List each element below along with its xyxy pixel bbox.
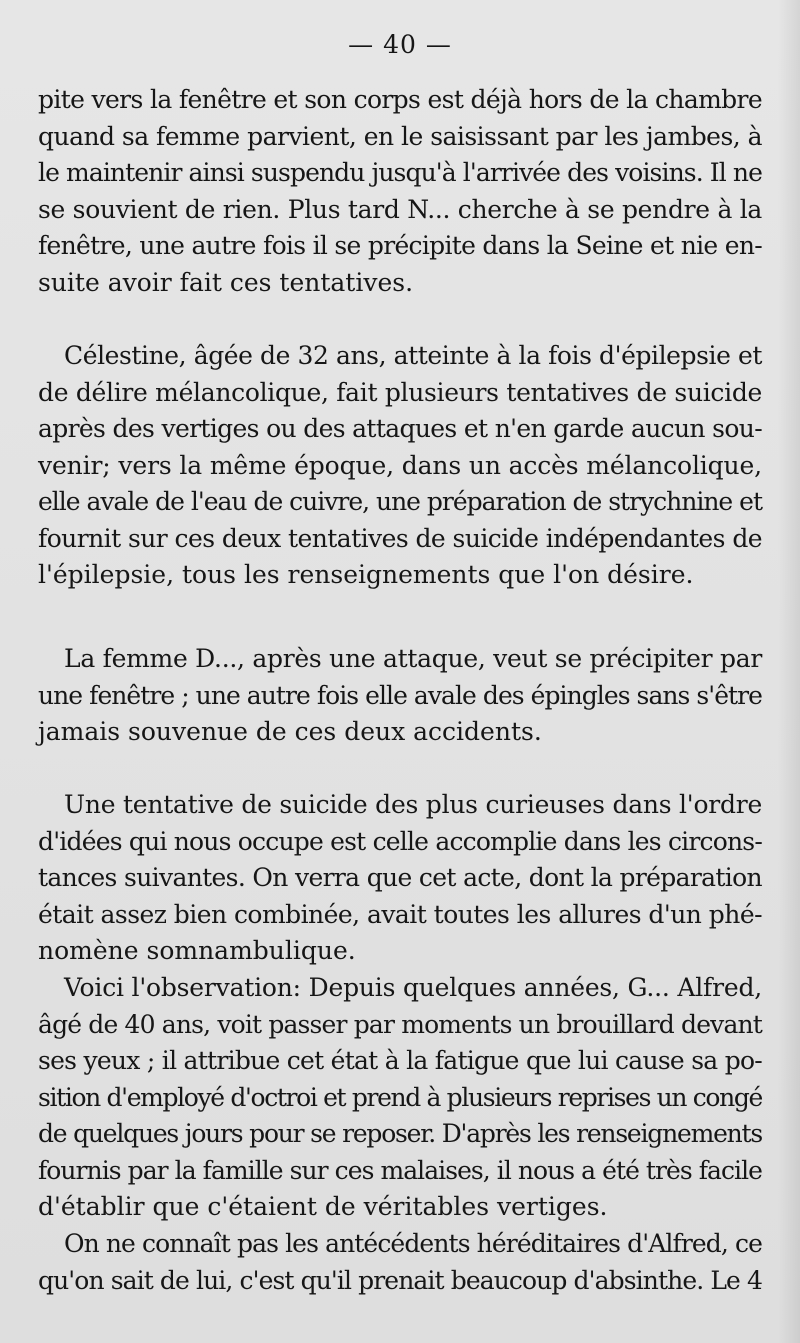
text-line: fenêtre, une autre fois il se précipite dans la Seine et nie en- (38, 231, 762, 260)
text-line: suite avoir fait ces tentatives. (38, 267, 414, 297)
text-line: La femme D..., après une attaque, veut se précipiter par (64, 644, 762, 673)
text-line: d'établir que c'étaient de véritables vertiges. (38, 1192, 608, 1221)
text-line: tances suivantes. On verra que cet acte, dont la préparation (38, 863, 762, 892)
paragraph-5 (38, 970, 762, 1226)
text-line: jamais souvenue de ces deux accidents. (38, 717, 542, 746)
text-line: quand sa femme parvient, en le saisissant par les jambes, à (38, 121, 762, 151)
text-line: Célestine, âgée de 32 ans, atteinte à la fois d'épilepsie et (64, 341, 762, 370)
text-line: pite vers la fenêtre et son corps est déjà hors de la chambre (38, 85, 762, 114)
text-line: nomène somnambulique. (38, 936, 356, 965)
paragraph-3 (38, 641, 762, 751)
text-line: le maintenir ainsi suspendu jusqu'à l'arrivée des voisins. Il ne (38, 158, 762, 187)
text-line: fournit sur ces deux tentatives de suicide indépendantes de (38, 523, 762, 553)
paragraph-1 (38, 82, 762, 301)
paragraph-4 (38, 787, 762, 970)
text-line: une fenêtre ; une autre fois elle avale des épingles sans s'être (38, 680, 762, 710)
text-line: de délire mélancolique, fait plusieurs tentatives de suicide (38, 377, 762, 407)
text-line: qu'on sait de lui, c'est qu'il prenait beaucoup d'absinthe. Le 4 (38, 1265, 762, 1295)
page-number: — 40 — (348, 30, 452, 59)
text-line: venir; vers la même époque, dans un accès mélancolique, (38, 450, 762, 480)
text-line: d'idées qui nous occupe est celle accomplie dans les circons- (38, 826, 762, 856)
text-line: âgé de 40 ans, voit passer par moments un brouillard devant (38, 1009, 762, 1039)
text-line: elle avale de l'eau de cuivre, une préparation de strychnine et (38, 487, 762, 516)
text-line: se souvient de rien. Plus tard N... cherche à se pendre à la (38, 194, 762, 224)
page-edge-shadow (778, 0, 800, 1343)
text-line: après des vertiges ou des attaques et n'en garde aucun sou- (38, 414, 762, 443)
text-line: Voici l'observation: Depuis quelques années, G... Alfred, (64, 973, 762, 1002)
text-line: était assez bien combinée, avait toutes les allures d'un phé- (38, 899, 762, 929)
text-line: fournis par la famille sur ces malaises, il nous a été très facile (38, 1155, 762, 1185)
text-line: On ne connaît pas les antécédents héréditaires d'Alfred, ce (64, 1229, 762, 1258)
text-line: ses yeux ; il attribue cet état à la fatigue que lui cause sa po- (38, 1046, 763, 1075)
text-line: sition d'employé d'octroi et prend à plusieurs reprises un congé (38, 1082, 762, 1112)
text-line: Une tentative de suicide des plus curieuses dans l'ordre (64, 790, 763, 819)
text-line: l'épilepsie, tous les renseignements que l'on désire. (38, 560, 694, 589)
paragraph-6 (38, 1226, 762, 1299)
paragraph-2 (38, 338, 762, 594)
text-line: de quelques jours pour se reposer. D'après les renseignements (38, 1119, 762, 1148)
